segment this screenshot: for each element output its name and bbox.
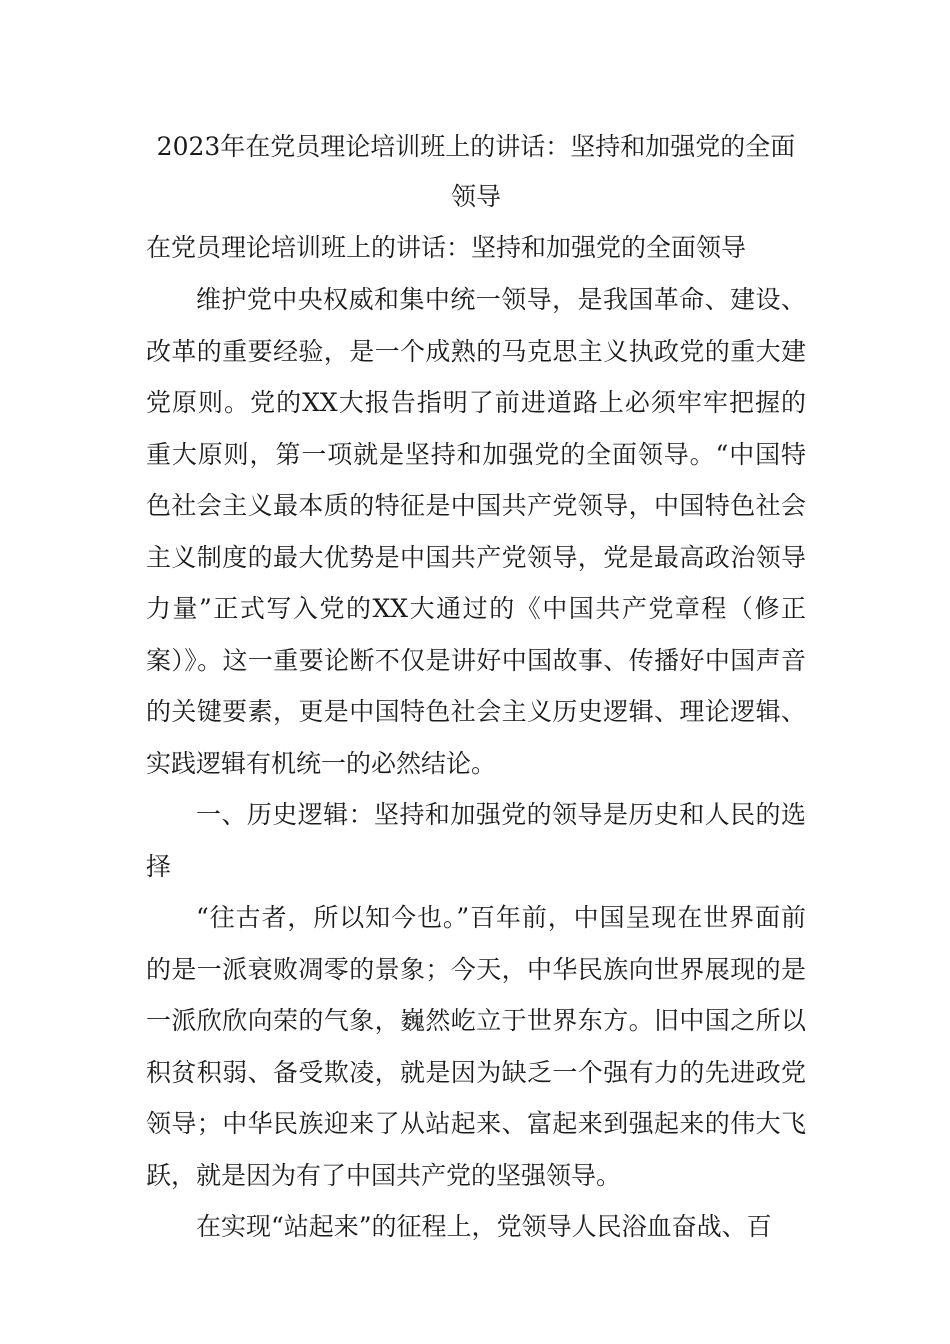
- document-page: [146, 122, 806, 1253]
- paragraph-history: “往古者，所以知今也。”百年前，中国呈现在世界面前的是一派衰败凋零的景象；今天，中华民族向世界展现的是一派欣欣向荣的气象，巍然屹立于世界东方。旧中国之所以积贫积弱、备受欺凌，就是因为缺乏一个强有力的先进政党领导；中华民族迎来了从站起来、富起来到强起来的伟大飞跃，就是因为有了中国共产党的坚强领导。: [146, 903, 806, 1190]
- section-heading-history: 一、历史逻辑：坚持和加强党的领导是历史和人民的选择: [146, 800, 806, 881]
- paragraph-stand-up: 在实现“站起来”的征程上，党领导人民浴血奋战、百: [196, 1212, 772, 1241]
- paragraph-intro: 维护党中央权威和集中统一领导，是我国革命、建设、改革的重要经验，是一个成熟的马克思主义执政党的重大建党原则。党的XX大报告指明了前进道路上必须牢牢把握的重大原则，第一项就是坚持和加强党的全面领导。“中国特色社会主义最本质的特征是中国共产党领导，中国特色社会主义制度的最大优势是中国共产党领导，党是最高政治领导力量”正式写入党的XX大通过的《中国共产党章程（修正案）》。这一重要论断不仅是讲好中国故事、传播好中国声音的关键要素，更是中国特色社会主义历史逻辑、理论逻辑、实践逻辑有机统一的必然结论。: [146, 285, 806, 778]
- document-title: 2023年在党员理论培训班上的讲话：坚持和加强党的全面领导: [156, 132, 796, 211]
- document-subtitle: 在党员理论培训班上的讲话：坚持和加强党的全面领导: [146, 233, 747, 262]
